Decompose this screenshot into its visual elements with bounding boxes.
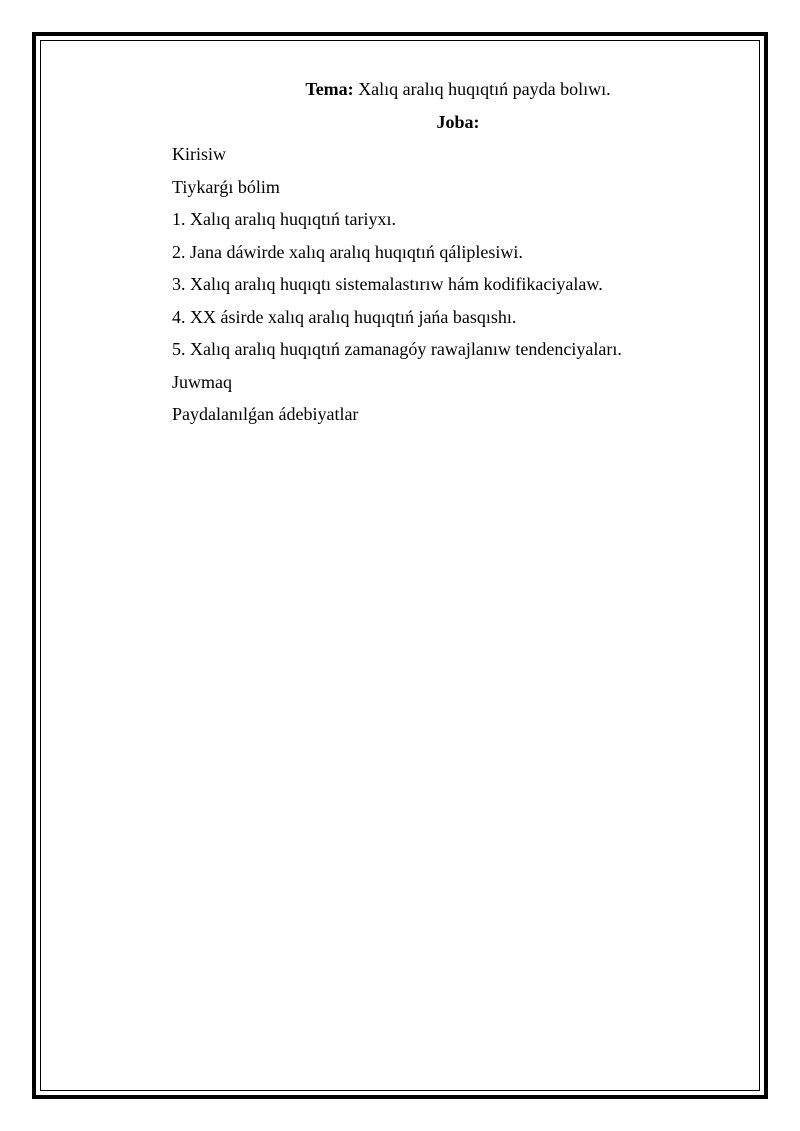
plan-item-main-part: Tiykarǵı bólim <box>172 176 280 197</box>
topic-label: Tema: <box>305 79 354 99</box>
plan-item-introduction: Kirisiw <box>172 144 226 164</box>
plan-item-2: 2. Jana dáwirde xalıq aralıq huqıqtıń qáliplesiwi. <box>172 241 523 262</box>
plan-heading: Joba: <box>436 112 480 132</box>
plan-item-references: Paydalanılǵan ádebiyatlar <box>172 404 359 424</box>
plan-item-4: 4. XX ásirde xalıq aralıq huqıqtıń jańa basqıshı. <box>172 306 517 327</box>
plan-item-5: 5. Xalıq aralıq huqıqtıń zamanagóy rawajlanıw tendenciyaları. <box>172 339 622 359</box>
plan-list <box>172 143 622 436</box>
topic-line <box>0 78 800 100</box>
plan-item-3: 3. Xalıq aralıq huqıqtı sistemalastırıw hám kodifikaciyalaw. <box>172 274 603 294</box>
plan-item-1: 1. Xalıq aralıq huqıqtıń tariyxı. <box>172 209 396 229</box>
plan-item-conclusion: Juwmaq <box>172 371 232 392</box>
topic-text: Xalıq aralıq huqıqtıń payda bolıwı. <box>353 79 611 99</box>
